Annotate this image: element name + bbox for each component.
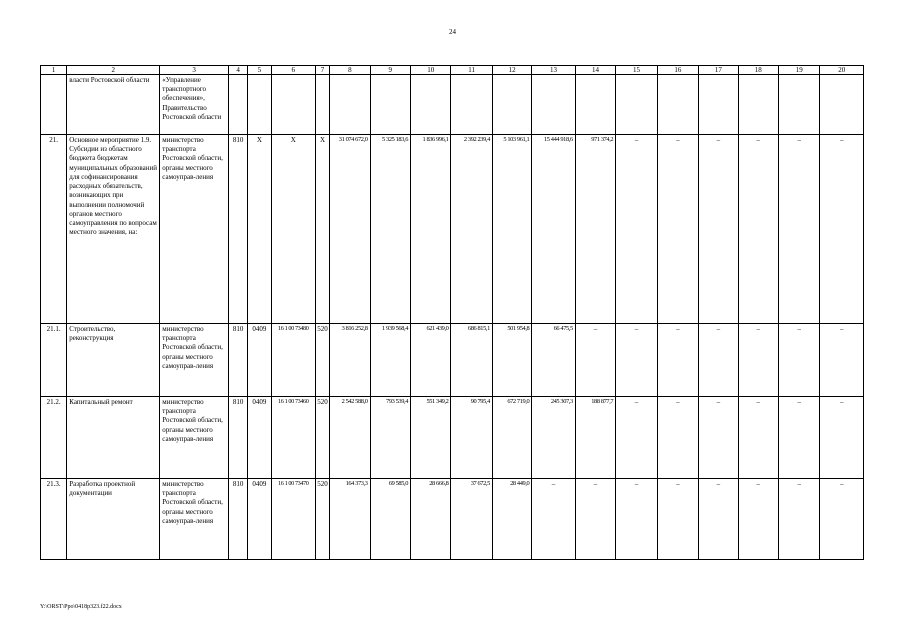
dash-cell: [657, 75, 698, 135]
cell-c5: 0409: [248, 397, 271, 479]
dash-cell: –: [699, 479, 738, 560]
cell-c6: [271, 75, 315, 135]
value-cell: [411, 75, 451, 135]
value-cell: 188 877,7: [575, 397, 615, 479]
dash-cell: –: [616, 324, 657, 397]
dash-cell: –: [778, 324, 819, 397]
table-row: [41, 75, 864, 135]
dash-cell: [699, 75, 738, 135]
col-header: 14: [575, 66, 615, 75]
dash-cell: –: [820, 324, 864, 397]
value-cell: [370, 75, 410, 135]
value-cell: –: [575, 324, 615, 397]
row-number: 21.1.: [41, 324, 67, 397]
col-header: 1: [41, 66, 67, 75]
cell-c7: [315, 75, 329, 135]
value-cell: [532, 75, 575, 135]
cell-c7: 520: [315, 324, 329, 397]
col-header: 5: [248, 66, 271, 75]
value-cell: 2 542 588,0: [330, 397, 370, 479]
dash-cell: –: [699, 324, 738, 397]
dash-cell: [778, 75, 819, 135]
dash-cell: –: [657, 135, 698, 324]
row-number: 21.3.: [41, 479, 67, 560]
header-row: [41, 66, 864, 75]
value-cell: 3 816 252,8: [330, 324, 370, 397]
dash-cell: –: [738, 324, 778, 397]
value-cell: 90 795,4: [451, 397, 492, 479]
col-header: 20: [820, 66, 864, 75]
cell-c7: Х: [315, 135, 329, 324]
cell-c4: 810: [229, 324, 248, 397]
col-header: 8: [330, 66, 370, 75]
table-row: [41, 135, 864, 324]
measure-name: Основное мероприятие 1.9. Субсидии из областного бюджета бюджетам муниципальных образований для софинансирования расходных обязательств, возникающих при выполнении полномочий органов местного самоуправления по вопросам местного значения, на:: [67, 135, 160, 324]
measure-name: Строительство, реконструкция: [67, 324, 160, 397]
value-cell: [451, 75, 492, 135]
value-cell: 1 836 996,1: [411, 135, 451, 324]
dash-cell: –: [616, 135, 657, 324]
dash-cell: –: [820, 479, 864, 560]
col-header: 10: [411, 66, 451, 75]
cell-c6: Х: [271, 135, 315, 324]
value-cell: 37 672,5: [451, 479, 492, 560]
budget-table: [40, 65, 864, 560]
page-number: 24: [449, 28, 456, 36]
value-cell: 2 392 239,4: [451, 135, 492, 324]
cell-c5: 0409: [248, 479, 271, 560]
col-header: 15: [616, 66, 657, 75]
dash-cell: –: [738, 479, 778, 560]
measure-name: власти Ростовской области: [67, 75, 160, 135]
cell-c4: 810: [229, 479, 248, 560]
table-row: [41, 324, 864, 397]
value-cell: [330, 75, 370, 135]
dash-cell: –: [738, 397, 778, 479]
row-number: 21.: [41, 135, 67, 324]
dash-cell: –: [820, 135, 864, 324]
dash-cell: [820, 75, 864, 135]
cell-c6: 16 1 00 73470: [271, 479, 315, 560]
value-cell: 66 475,5: [532, 324, 575, 397]
value-cell: 551 349,2: [411, 397, 451, 479]
cell-c4: [229, 75, 248, 135]
executor-cell: министерство транспорта Ростовской области, органы местного самоуправ-ления: [160, 135, 229, 324]
value-cell: 164 373,3: [330, 479, 370, 560]
cell-c7: 520: [315, 397, 329, 479]
value-cell: 69 585,0: [370, 479, 410, 560]
col-header: 9: [370, 66, 410, 75]
executor-cell: «Управление транспортного обеспечения», Правительство Ростовской области: [160, 75, 229, 135]
value-cell: 621 439,0: [411, 324, 451, 397]
value-cell: 971 374,2: [575, 135, 615, 324]
col-header: 3: [160, 66, 229, 75]
value-cell: 28 449,0: [492, 479, 531, 560]
executor-cell: министерство транспорта Ростовской области, органы местного самоуправ-ления: [160, 397, 229, 479]
col-header: 13: [532, 66, 575, 75]
value-cell: 793 539,4: [370, 397, 410, 479]
cell-c6: 16 1 00 73480: [271, 324, 315, 397]
cell-c4: 810: [229, 397, 248, 479]
col-header: 16: [657, 66, 698, 75]
value-cell: 28 666,8: [411, 479, 451, 560]
dash-cell: –: [657, 324, 698, 397]
cell-c5: [248, 75, 271, 135]
value-cell: 501 954,8: [492, 324, 531, 397]
cell-c7: 520: [315, 479, 329, 560]
value-cell: 5 325 183,6: [370, 135, 410, 324]
dash-cell: –: [699, 397, 738, 479]
executor-cell: министерство транспорта Ростовской области, органы местного самоуправ-ления: [160, 479, 229, 560]
dash-cell: –: [657, 479, 698, 560]
measure-name: Капитальный ремонт: [67, 397, 160, 479]
value-cell: –: [532, 479, 575, 560]
cell-c6: 16 1 00 73460: [271, 397, 315, 479]
dash-cell: –: [778, 397, 819, 479]
value-cell: [492, 75, 531, 135]
table-row: [41, 479, 864, 560]
dash-cell: [616, 75, 657, 135]
value-cell: 245 307,3: [532, 397, 575, 479]
col-header: 6: [271, 66, 315, 75]
value-cell: 5 103 961,1: [492, 135, 531, 324]
value-cell: 686 815,1: [451, 324, 492, 397]
cell-c5: Х: [248, 135, 271, 324]
table-row: [41, 397, 864, 479]
dash-cell: –: [778, 135, 819, 324]
cell-c4: 810: [229, 135, 248, 324]
dash-cell: –: [657, 397, 698, 479]
value-cell: 15 444 918,6: [532, 135, 575, 324]
dash-cell: –: [738, 135, 778, 324]
value-cell: [575, 75, 615, 135]
footer-file-path: Y:\ORST\Ppo\0418p323.f22.docx: [40, 604, 122, 610]
col-header: 2: [67, 66, 160, 75]
dash-cell: [738, 75, 778, 135]
col-header: 12: [492, 66, 531, 75]
row-number: 21.2.: [41, 397, 67, 479]
row-number: [41, 75, 67, 135]
value-cell: 31 074 672,0: [330, 135, 370, 324]
value-cell: 672 719,0: [492, 397, 531, 479]
executor-cell: министерство транспорта Ростовской области, органы местного самоуправ-ления: [160, 324, 229, 397]
col-header: 4: [229, 66, 248, 75]
dash-cell: –: [778, 479, 819, 560]
measure-name: Разработка проектной документации: [67, 479, 160, 560]
col-header: 19: [778, 66, 819, 75]
value-cell: –: [575, 479, 615, 560]
cell-c5: 0409: [248, 324, 271, 397]
col-header: 17: [699, 66, 738, 75]
value-cell: 1 939 568,4: [370, 324, 410, 397]
col-header: 7: [315, 66, 329, 75]
col-header: 18: [738, 66, 778, 75]
dash-cell: –: [616, 397, 657, 479]
dash-cell: –: [699, 135, 738, 324]
col-header: 11: [451, 66, 492, 75]
dash-cell: –: [820, 397, 864, 479]
dash-cell: –: [616, 479, 657, 560]
